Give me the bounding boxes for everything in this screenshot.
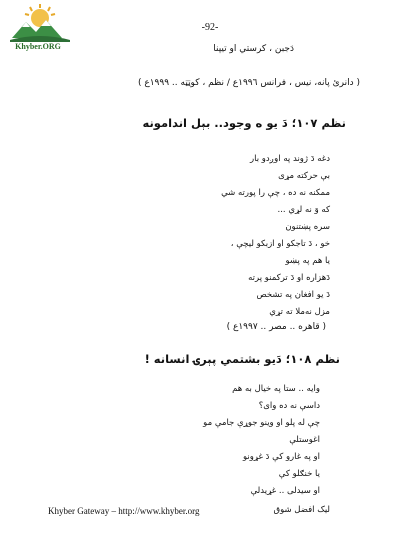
poem-line: اغوستلې bbox=[289, 435, 320, 445]
poem-line: او سيدلی .. غړيدلې bbox=[250, 486, 320, 496]
footer-author: لیک افضل شوق bbox=[273, 505, 330, 515]
poem-line: يا خنګلو کې bbox=[278, 469, 320, 479]
poem-line: ممکنه نه ده ، چې را پورته شي bbox=[221, 188, 330, 198]
poem-line: او په غارو کې دَ غړونو bbox=[242, 452, 320, 462]
poem-107-source: ( قاهره .. مصر .. ١٩٩٧ع ) bbox=[226, 322, 326, 332]
page-number: -92- bbox=[201, 22, 219, 33]
poem-line: چې له پلو او وينو جوړې جامې مو bbox=[203, 418, 320, 428]
poem-line: که وَ نه لړي ... bbox=[277, 205, 330, 215]
poem-line: وايه .. ستا په خيال به هم bbox=[232, 384, 320, 394]
footer-site-link[interactable]: Khyber Gateway – http://www.khyber.org bbox=[48, 506, 200, 516]
poem-line: سره پښتنون bbox=[285, 222, 330, 232]
poem-line: داسې نه ده وای؟ bbox=[258, 401, 320, 411]
poem-line: دغه دَ ژوند په اوږدو بار bbox=[250, 154, 330, 164]
source-line: ( دانرئ پانه‌، نيس ، فرانس ١٩٩٦ع / نظم ، کوټټه .. ١٩٩٩ع ) bbox=[137, 78, 360, 88]
logo-caption: Khyber.ORG bbox=[15, 42, 61, 51]
poem-line: دَهزاره او دَ ترکمنو پرته bbox=[248, 273, 330, 283]
poem-line: مزل نه‌ملا ته تړي bbox=[269, 307, 330, 317]
poem-line: خو ، دَ تاجکو او ازبکو ليچې ، bbox=[230, 239, 330, 249]
authors-line: دَجبن ، کرستي او تيپنا bbox=[213, 44, 294, 54]
poem-line: يا هم په پښو bbox=[285, 256, 330, 266]
poem-107-title: نظم ١٠٧؛ دَ يو ه وجود.. بېل اندامونه bbox=[142, 116, 346, 130]
poem-line: دَ يو افغان په تشخص bbox=[256, 290, 330, 300]
poem-108-title: نظم ١٠٨؛ دَيو بشتمي پېرۍ انسانه ! bbox=[144, 352, 340, 366]
poem-line: بې حرکته مړی bbox=[278, 171, 330, 181]
